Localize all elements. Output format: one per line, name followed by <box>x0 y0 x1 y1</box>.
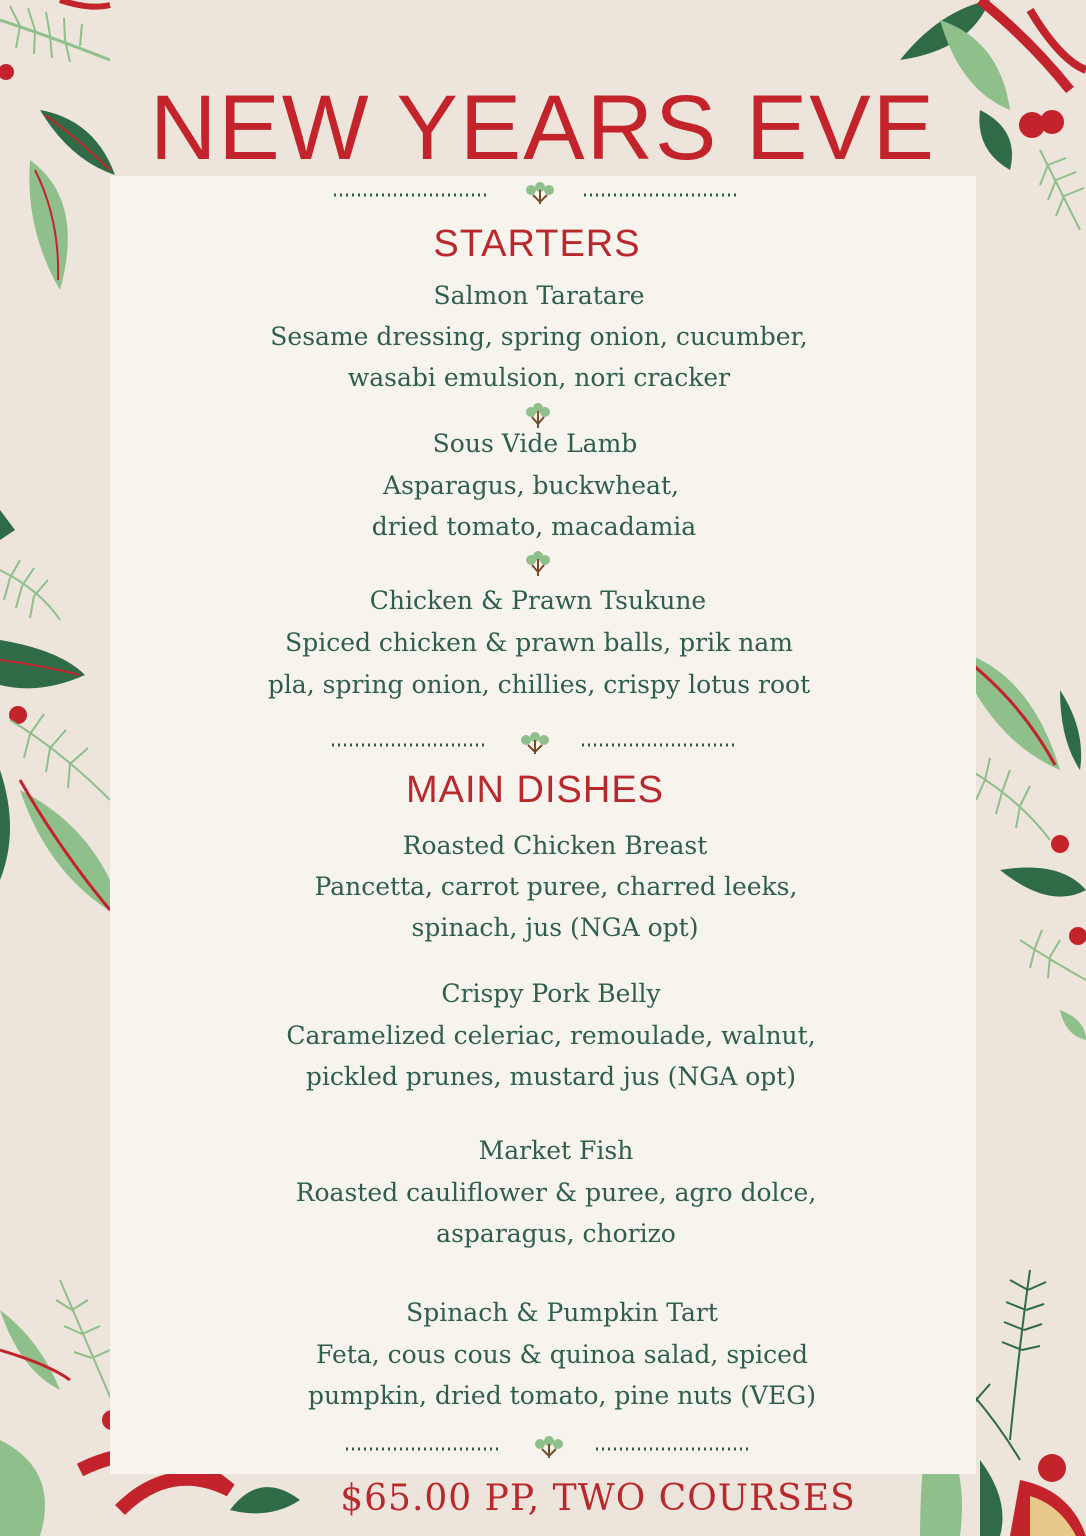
bottom-divider <box>342 1436 752 1460</box>
starter-3-desc-line-2: pla, spring onion, chillies, crispy lotus root <box>267 670 811 699</box>
starter-2-name: Sous Vide Lamb <box>432 429 638 458</box>
top-divider <box>330 182 740 206</box>
main-2-name: Crispy Pork Belly <box>441 979 661 1008</box>
starter-3-name: Chicken & Prawn Tsukune <box>369 586 707 615</box>
starter-1-desc-line-2: wasabi emulsion, nori cracker <box>347 363 731 392</box>
middle-divider <box>328 732 738 756</box>
starter-1-desc-line-1: Sesame dressing, spring onion, cucumber, <box>270 322 808 351</box>
main-4-name: Spinach & Pumpkin Tart <box>406 1298 718 1327</box>
main-1-desc-line-1: Pancetta, carrot puree, charred leeks, <box>314 872 798 901</box>
menu-title: NEW YEARS EVE <box>149 77 937 179</box>
price-line: $65.00 PP, TWO COURSES <box>340 1478 856 1519</box>
main-3-desc-line-2: asparagus, chorizo <box>436 1219 676 1248</box>
main-2-desc-line-1: Caramelized celeriac, remoulade, walnut, <box>286 1021 816 1050</box>
main-1-name: Roasted Chicken Breast <box>402 831 708 860</box>
sprig-icon <box>523 550 553 580</box>
starter-3-desc-line-1: Spiced chicken & prawn balls, prik nam <box>285 628 793 657</box>
starter-2-desc-line-1: Asparagus, buckwheat, <box>383 471 679 500</box>
main-4-desc-line-2: pumpkin, dried tomato, pine nuts (VEG) <box>308 1381 816 1410</box>
starter-2-desc-line-2: dried tomato, macadamia <box>371 512 697 541</box>
main-3-desc-line-1: Roasted cauliflower & puree, agro dolce, <box>295 1178 817 1207</box>
main-1-desc-line-2: spinach, jus (NGA opt) <box>411 913 699 942</box>
main-2-desc-line-2: pickled prunes, mustard jus (NGA opt) <box>305 1062 797 1091</box>
main-3-name: Market Fish <box>478 1136 634 1165</box>
starter-1-name: Salmon Taratare <box>433 281 645 310</box>
starters-heading: STARTERS <box>433 223 641 265</box>
main-4-desc-line-1: Feta, cous cous & quinoa salad, spiced <box>316 1340 808 1369</box>
main-dishes-heading: MAIN DISHES <box>405 769 665 811</box>
